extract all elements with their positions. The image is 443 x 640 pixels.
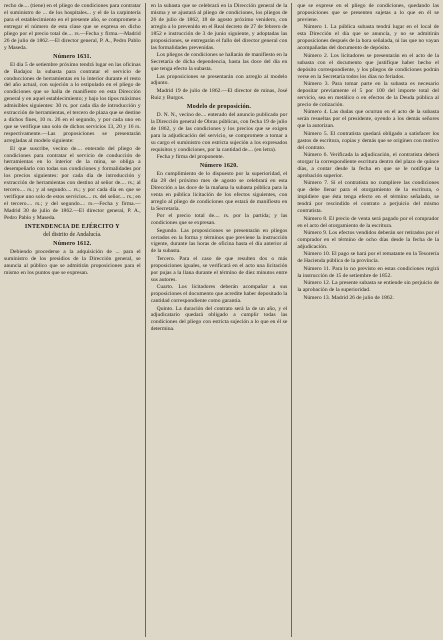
paragraph: recho de.... (tiene) en el pliego de condiciones para contratar el suministro de ... de los hospitales... y el de la carpintería para el establecimiento en el presente año, se compromete a entregar el número de esta clase que se expresa en dicho pliego por el precio total de.... rs.—Fecha y firma.—Madrid 26 de julio de 1862.—El director general, P. A., Pedro Pablo y Maseda.	[4, 3, 141, 51]
paragraph: Número 12. La presente subasta se entiende sin perjuicio de la aprobación de la superioridad.	[297, 280, 439, 294]
section-number-heading: Número 1620.	[199, 162, 239, 169]
paragraph: En cumplimiento de lo dispuesto por la superioridad, el día 28 del próximo mes de agosto se celebrará en esta Dirección a las doce de la mañana la subasta pública para la venta en pública licitación de los efectos siguientes, con arreglo al pliego de condiciones que estará de manifiesto en la Secretaría.	[150, 170, 288, 212]
section-number-heading: Número 1612.	[53, 240, 92, 247]
paragraph: Número 3. Para tomar parte en la subasta es necesario depositar previamente el 5 por 100 del importe total del servicio, sea en metálico o en efectos de la Deuda pública al precio de cotización.	[297, 80, 439, 108]
paragraph: Segundo. Las proposiciones se presentarán en pliegos cerrados en la forma y términos que previene la instrucción vigente, durante las horas de oficina hasta el día anterior al de la subasta.	[150, 227, 288, 255]
paragraph: Por el precio total de.... rs. por la partida; y las condiciones que se expresan.	[150, 213, 288, 227]
section-heading: Modelo de proposición.	[186, 103, 252, 110]
paragraph: Tercero. Para el caso de que resulten dos o más proposiciones iguales, se verificará en el acto una licitación por pujas a la llana durante el término de diez minutos entre sus autores.	[150, 255, 288, 283]
paragraph: en la subasta que se celebrará en la Dirección general de la misma y se ajustará al pliego de condiciones, los pliegos de 26 de julio de 1862, 18 de agosto próximo venidero, con arreglo a lo prevenido en el Real decreto de 27 de febrero de 1852 e instrucción de 3 de junio siguiente, y adoptadas las proposiciones, se entregarán el fallo del director general con las formalidades prevenidas.	[150, 3, 288, 51]
paragraph: Número 6. Verificada la adjudicación, el contratista deberá otorgar la correspondiente escritura dentro del plazo de quince días, a contar desde la fecha en que se le notifique la aprobación superior.	[297, 152, 439, 179]
paragraph: Madrid 19 de julio de 1862.—El director de minas, José Ruiz y Burgos.	[150, 87, 288, 101]
paragraph: Quinto. La duración del contrato será la de un año, y el adjudicatario quedará obligado a cumplir todas las condiciones del pliego con estricta sujeción a lo que en él se determina.	[150, 305, 288, 333]
paragraph: Número 13. Madrid 26 de julio de 1862.	[303, 294, 394, 301]
paragraph: Fecha y firma del proponente.	[156, 154, 224, 161]
paragraph: Número 7. Si el contratista no cumpliere las condiciones que debe llenar para el otorgamiento de la escritura, o impidiere que ésta tenga efecto en el término señalado, se tendrá por rescindido el contrato a perjuicio del mismo contratista.	[297, 180, 439, 215]
paragraph: Número 5. El contratista quedará obligado a satisfacer los gastos de escritura, copias y demás que se originen con motivo del contrato.	[297, 130, 439, 151]
paragraph: El que suscribe, vecino de.... enterado del pliego de condiciones para contratar el servicio de conducción de herramientas en lo interior de la mina, se obliga a desempeñarlo con todas sus condiciones y formalidades por los precios siguientes: por cada día de introducción y extracción de herramientas con destino al señor de.... rs.; al tercero.... rs.; y al segundo.... rs.; y por cada día en que se verifique uno solo de estos servicios.... rs. del señor.... rs.; en el tercero.... rs.; y del segundo.... rs.—Fecha y firma.—Madrid 30 de julio de 1862.—El director general, P. A., Pedro Pablo y Maseda.	[4, 145, 141, 222]
paragraph: Las proposiciones se presentarán con arreglo al modelo adjunto.	[150, 73, 288, 87]
paragraph: El día 5 de setiembre próximo tendrá lugar en las oficinas de Badajoz la subasta para contratar el servicio de conducciones de herramientas en lo interior durante el resto del año actual, con sujeción a lo estipulado en el pliego de condiciones que se halla de manifiesto en esta Dirección general y en aquel establecimiento; y bajo los tipos máximos admisibles siguientes: 30 rs. por cada día de introducción y extracción de herramientas, el tercero de plaza que se destine a dichos fines, 10 rs. 26 en el segundo, y por cada uno en que se verifique uno solo de dichos servicios 13, 20 y 16 rs. respectivamente.—Las proposiciones se presentarán arregladas al modelo siguiente:	[4, 61, 141, 145]
paragraph: Cuarto. Los licitadores deberán acompañar a sus proposiciones el documento que acredite haber depositado la cantidad correspondiente como garantía.	[150, 284, 288, 305]
paragraph: Número 2. Los licitadores se presentarán en el acto de la subasta con el documento que justifique haber hecho el depósito correspondiente, y los pliegos de condiciones podrán verse en la Secretaría todos los días no feriados.	[297, 52, 439, 80]
section-number-heading: Número 1631.	[53, 53, 92, 60]
paragraph: Número 8. El precio de venta será pagado por el comprador en el acto del otorgamiento de la escritura.	[297, 215, 439, 229]
paragraph: Número 1. La pública subasta tendrá lugar en el local de esta Dirección el día que se anuncia, y no se admitirán proposiciones después de la hora señalada, ni las que no vayan acompañadas del documento de depósito.	[297, 24, 439, 52]
paragraph: Los pliegos de condiciones se hallarán de manifiesto en la Secretaría de dicha dependencia, hasta las doce del día en que tenga efecto la subasta.	[150, 52, 288, 73]
paragraph: D. N. N., vecino de.... enterado del anuncio publicado por la Dirección general de Obras públicas, con fecha 19 de julio de 1862, y de las condiciones y los precios que se exigen para la adjudicación del servicio, se compromete a tomar a su cargo el suministro con estricta sujeción a los expresados requisitos y condiciones, por la cantidad de.... (en letra).	[150, 111, 288, 153]
section-subheading: del distrito de Andalucía.	[43, 232, 102, 238]
column-2	[151, 3, 293, 637]
paragraph: Número 4. Las dudas que ocurran en el acto de la subasta serán resueltas por el presidente, oyendo a los demás señores que la autorizan.	[297, 109, 439, 130]
paragraph: Debiendo procederse a la adquisición de ... para el suministro de los presidios de la Dirección general, se anuncia al público que se admitirán proposiciones para el mismo en los puntos que se expresan.	[4, 248, 141, 276]
column-1	[4, 3, 146, 637]
paragraph: Número 9. Los efectos vendidos deberán ser retirados por el comprador en el término de ocho días desde la fecha de la adjudicación.	[297, 230, 439, 250]
column-3	[297, 3, 439, 637]
paragraph: Número 10. El pago se hará por el rematante en la Tesorería de Hacienda pública de la provincia.	[297, 251, 439, 265]
section-heading: INTENDENCIA DE EJÉRCITO Y	[24, 224, 120, 231]
paragraph: que se exprese en el pliego de condiciones, quedando las proposiciones que se presenten sujetas a lo que en él se previene.	[297, 3, 439, 23]
text-columns	[4, 3, 439, 637]
paragraph: Número 11. Para lo no previsto en estas condiciones regirá la instrucción de 15 de setiembre de 1852.	[297, 265, 439, 279]
